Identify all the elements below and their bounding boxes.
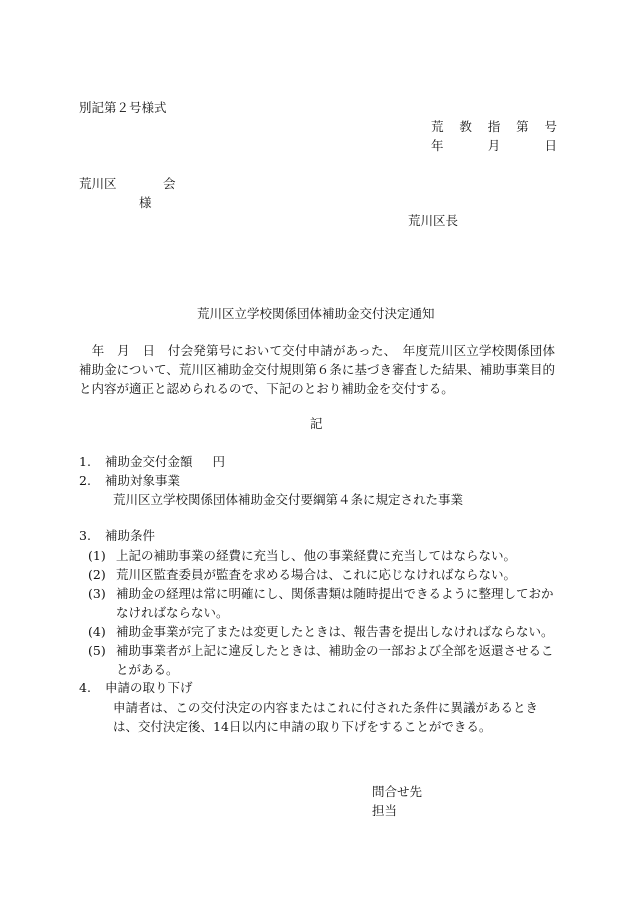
amount-unit: 円	[212, 454, 225, 469]
item-label: 申請の取り下げ	[104, 680, 193, 695]
item-number: 2.	[79, 473, 91, 488]
condition-item	[88, 584, 558, 622]
date-year-char: 年	[431, 138, 444, 153]
date-day-char: 日	[544, 138, 557, 153]
condition-text: 補助金事業が完了または変更したときは、報告書を提出しなければならない。	[116, 624, 554, 639]
condition-number: (5)	[88, 643, 106, 658]
date-month-char: 月	[487, 138, 501, 153]
doc-number-char: 指	[487, 119, 501, 134]
condition-text: 荒川区監査委員が監査を求める場合は、これに応じなければならない。	[116, 567, 517, 582]
issuer: 荒川区長	[408, 213, 459, 228]
item-label: 補助対象事業	[104, 473, 180, 488]
condition-number: (1)	[88, 548, 106, 563]
document-date	[431, 137, 557, 155]
condition-text: 補助事業者が上記に違反したときは、補助金の一部および全部を返還させることがある。	[116, 643, 554, 677]
recipient-ward: 荒川区	[79, 176, 117, 191]
contact-label: 問合せ先	[372, 784, 423, 799]
item-label: 補助金交付金額	[104, 454, 193, 469]
condition-text: 補助金の経理は常に明確にし、関係書類は随時提出できるように整理しておかなければならない。	[116, 586, 554, 620]
doc-number-char: 号	[544, 119, 557, 134]
target-detail: 荒川区立学校関係団体補助金交付要綱第４条に規定された事業	[113, 492, 464, 507]
item-withdrawal	[79, 679, 193, 697]
doc-number-char: 第	[516, 119, 529, 134]
item-label: 補助条件	[104, 528, 155, 543]
condition-number: (3)	[88, 586, 106, 601]
ki-marker: 記	[310, 416, 323, 431]
item-target	[79, 472, 180, 490]
doc-number-char: 荒	[431, 119, 444, 134]
condition-item	[88, 546, 558, 565]
notice-title: 荒川区立学校関係団体補助金交付決定通知	[197, 306, 435, 321]
condition-item	[88, 565, 558, 584]
document-number	[431, 118, 557, 136]
condition-item	[88, 622, 558, 641]
condition-number: (4)	[88, 624, 106, 639]
condition-item	[88, 641, 558, 679]
item-amount	[79, 453, 225, 471]
item-number: 1.	[79, 454, 91, 469]
item-number: 3.	[79, 528, 91, 543]
item-conditions	[79, 527, 155, 545]
recipient-association-suffix: 会	[163, 176, 176, 191]
condition-number: (2)	[88, 567, 106, 582]
contact-person: 担当	[372, 803, 398, 818]
condition-text: 上記の補助事業の経費に充当し、他の事業経費に充当してはならない。	[116, 548, 517, 563]
notice-body: 年 月 日 付会発第号において交付申請があった、 年度荒川区立学校関係団体補助金について、荒川区補助金交付規則第６条に基づき審査した結果、補助事業目的と内容が適正と認められるので、下記のとおり補助金を交付する。	[79, 343, 555, 396]
recipient-honorific: 様	[139, 195, 152, 210]
doc-number-char: 教	[459, 119, 472, 134]
item-number: 4.	[79, 680, 91, 695]
withdrawal-detail: 申請者は、この交付決定の内容またはこれに付された条件に異議があるときは、交付決定後、14日以内に申請の取り下げをすることができる。	[113, 700, 539, 734]
form-label: 別記第２号様式	[79, 100, 167, 115]
